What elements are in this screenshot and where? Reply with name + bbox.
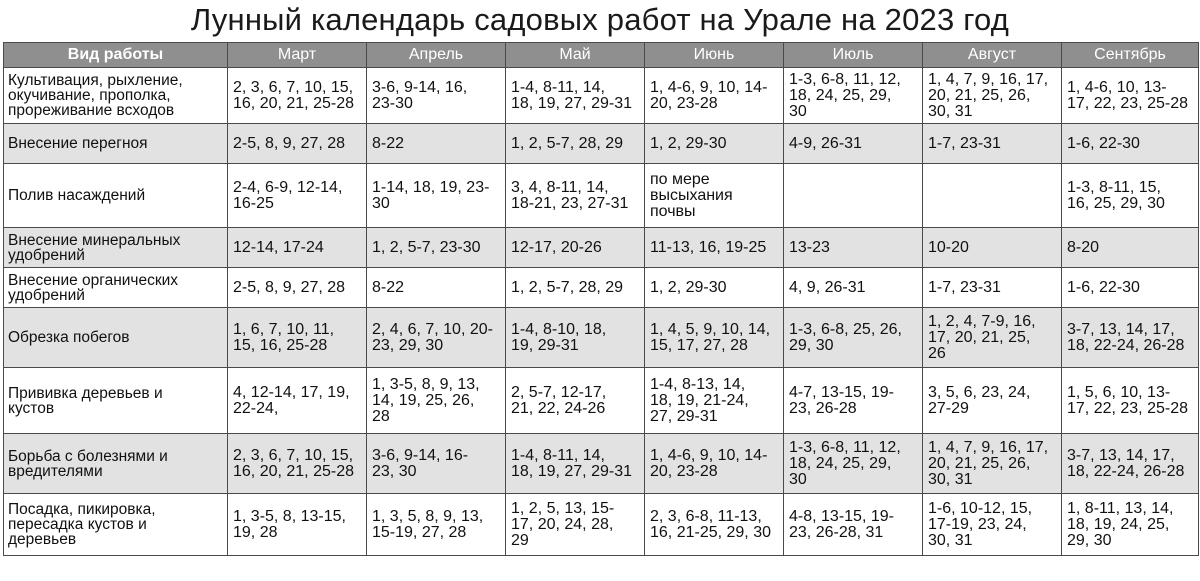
dates-cell-june — [645, 494, 784, 556]
dates-cell-july — [784, 68, 923, 124]
page-title: Лунный календарь садовых работ на Урале на 2023 год — [190, 2, 1010, 37]
dates-cell-september — [1062, 434, 1199, 494]
dates-text: 3-6, 9-14, 16, 23-30 — [372, 78, 468, 112]
table-row — [4, 164, 1199, 228]
dates-cell-july — [784, 368, 923, 434]
dates-text: 4, 9, 26-31 — [789, 278, 866, 296]
dates-text: 2-4, 6-9, 12-14, 16-25 — [233, 178, 343, 212]
dates-cell-september — [1062, 494, 1199, 556]
table-header — [4, 43, 1199, 68]
dates-cell-may — [506, 124, 645, 164]
dates-cell-may — [506, 228, 645, 268]
dates-cell-june — [645, 228, 784, 268]
dates-text: 1-14, 18, 19, 23- 30 — [372, 178, 490, 212]
table-row — [4, 368, 1199, 434]
dates-text: 2, 3, 6, 7, 10, 15, 16, 20, 21, 25-28 — [233, 78, 354, 112]
dates-cell-june — [645, 124, 784, 164]
dates-cell-may — [506, 308, 645, 368]
table-row — [4, 268, 1199, 308]
dates-text: 1, 3-5, 8, 13-15, 19, 28 — [233, 507, 346, 541]
dates-text: 1, 4, 7, 9, 16, 17, 20, 21, 25, 26, 30, 31 — [928, 70, 1049, 120]
dates-text: 13-23 — [789, 238, 830, 256]
dates-text: 1, 8-11, 13, 14, 18, 19, 24, 25, 29, 30 — [1067, 499, 1174, 549]
dates-cell-june — [645, 68, 784, 124]
dates-cell-april — [367, 164, 506, 228]
dates-text: 2, 3, 6-8, 11-13, 16, 21-25, 29, 30 — [650, 507, 771, 541]
dates-text: 11-13, 16, 19-25 — [650, 238, 767, 256]
dates-text: 1-3, 6-8, 11, 12, 18, 24, 25, 29, 30 — [789, 70, 901, 120]
dates-cell-september — [1062, 308, 1199, 368]
dates-cell-march — [228, 308, 367, 368]
dates-cell-june — [645, 368, 784, 434]
dates-cell-march — [228, 434, 367, 494]
dates-text: 2, 5-7, 12-17, 21, 22, 24-26 — [511, 383, 607, 417]
dates-cell-september — [1062, 268, 1199, 308]
dates-text: 2-5, 8, 9, 27, 28 — [233, 134, 346, 152]
dates-text: 8-22 — [372, 278, 405, 296]
dates-cell-april — [367, 434, 506, 494]
dates-cell-may — [506, 494, 645, 556]
dates-cell-march — [228, 164, 367, 228]
work-type-cell — [4, 368, 228, 434]
dates-cell-june — [645, 164, 784, 228]
dates-text: 4, 12-14, 17, 19, 22-24, — [233, 383, 350, 417]
work-type-label: Борьба с болезнями и вредителями — [8, 447, 168, 480]
dates-text: по мере высыхания почвы — [650, 170, 733, 220]
dates-cell-april — [367, 308, 506, 368]
dates-cell-august — [923, 368, 1062, 434]
dates-cell-may — [506, 268, 645, 308]
dates-cell-march — [228, 494, 367, 556]
dates-text: 1, 2, 5-7, 28, 29 — [511, 278, 624, 296]
work-type-label: Внесение органических удобрений — [8, 271, 179, 304]
dates-text: 1, 2, 5-7, 23-30 — [372, 238, 481, 256]
dates-cell-april — [367, 124, 506, 164]
header-month-march: Март — [228, 43, 367, 68]
dates-text: 1, 2, 29-30 — [650, 134, 727, 152]
dates-text: 1-4, 8-11, 14, 18, 19, 27, 29-31 — [511, 446, 632, 480]
dates-cell-august — [923, 434, 1062, 494]
work-type-cell — [4, 68, 228, 124]
dates-cell-august — [923, 164, 1062, 228]
dates-text: 1, 6, 7, 10, 11, 15, 16, 25-28 — [233, 320, 335, 354]
dates-text: 2, 4, 6, 7, 10, 20- 23, 29, 30 — [372, 320, 493, 354]
dates-cell-august — [923, 268, 1062, 308]
header-month-april: Апрель — [367, 43, 506, 68]
work-type-cell — [4, 494, 228, 556]
dates-text: 1-3, 8-11, 15, 16, 25, 29, 30 — [1067, 178, 1165, 212]
dates-text: 1, 2, 29-30 — [650, 278, 727, 296]
header-month-july: Июль — [784, 43, 923, 68]
header-work-type: Вид работы — [4, 43, 228, 68]
dates-cell-march — [228, 68, 367, 124]
dates-cell-june — [645, 268, 784, 308]
dates-text: 1, 4, 5, 9, 10, 14, 15, 17, 27, 28 — [650, 320, 771, 354]
dates-text: 1-4, 8-10, 18, 19, 29-31 — [511, 320, 607, 354]
dates-cell-july — [784, 228, 923, 268]
dates-text: 4-7, 13-15, 19- 23, 26-28 — [789, 383, 894, 417]
header-row — [4, 43, 1199, 68]
work-type-cell — [4, 124, 228, 164]
table-row — [4, 494, 1199, 556]
work-type-cell — [4, 308, 228, 368]
dates-cell-may — [506, 368, 645, 434]
dates-text: 1, 4-6, 10, 13- 17, 22, 23, 25-28 — [1067, 78, 1188, 112]
dates-cell-may — [506, 434, 645, 494]
work-type-label: Культивация, рыхление, окучивание, прополка, прореживание всходов — [8, 72, 183, 119]
table-row — [4, 124, 1199, 164]
dates-cell-april — [367, 494, 506, 556]
lunar-calendar-table — [3, 42, 1199, 556]
dates-text: 1, 4-6, 9, 10, 14- 20, 23-28 — [650, 78, 768, 112]
dates-text: 1-6, 10-12, 15, 17-19, 23, 24, 30, 31 — [928, 499, 1033, 549]
dates-cell-july — [784, 308, 923, 368]
dates-cell-september — [1062, 164, 1199, 228]
header-month-august: Август — [923, 43, 1062, 68]
dates-cell-july — [784, 434, 923, 494]
dates-cell-june — [645, 434, 784, 494]
table-body — [4, 68, 1199, 556]
dates-cell-september — [1062, 68, 1199, 124]
work-type-label: Обрезка побегов — [8, 329, 130, 346]
header-month-september: Сентябрь — [1062, 43, 1199, 68]
dates-text: 1-6, 22-30 — [1067, 278, 1140, 296]
dates-text: 1-3, 6-8, 25, 26, 29, 30 — [789, 320, 902, 354]
header-month-june: Июнь — [645, 43, 784, 68]
dates-text: 4-8, 13-15, 19- 23, 26-28, 31 — [789, 507, 894, 541]
dates-text: 1-4, 8-13, 14, 18, 19, 21-24, 27, 29-31 — [650, 375, 749, 425]
dates-cell-april — [367, 268, 506, 308]
dates-cell-july — [784, 164, 923, 228]
dates-text: 4-9, 26-31 — [789, 134, 862, 152]
dates-text: 3-7, 13, 14, 17, 18, 22-24, 26-28 — [1067, 446, 1185, 480]
dates-cell-august — [923, 494, 1062, 556]
dates-text: 3, 4, 8-11, 14, 18-21, 23, 27-31 — [511, 178, 629, 212]
dates-cell-august — [923, 124, 1062, 164]
dates-cell-september — [1062, 124, 1199, 164]
dates-text: 8-22 — [372, 134, 405, 152]
dates-text: 1, 5, 6, 10, 13- 17, 22, 23, 25-28 — [1067, 383, 1188, 417]
table-row — [4, 228, 1199, 268]
dates-text: 1-7, 23-31 — [928, 278, 1001, 296]
dates-cell-may — [506, 68, 645, 124]
dates-cell-march — [228, 268, 367, 308]
dates-text: 1, 3-5, 8, 9, 13, 14, 19, 25, 26, 28 — [372, 375, 480, 425]
dates-cell-september — [1062, 228, 1199, 268]
dates-text: 1-3, 6-8, 11, 12, 18, 24, 25, 29, 30 — [789, 438, 901, 488]
table-row — [4, 68, 1199, 124]
dates-text: 1-7, 23-31 — [928, 134, 1001, 152]
dates-text: 3, 5, 6, 23, 24, 27-29 — [928, 383, 1031, 417]
dates-cell-march — [228, 368, 367, 434]
dates-text: 2, 3, 6, 7, 10, 15, 16, 20, 21, 25-28 — [233, 446, 354, 480]
dates-text: 1, 3, 5, 8, 9, 13, 15-19, 27, 28 — [372, 507, 484, 541]
dates-cell-july — [784, 124, 923, 164]
dates-text: 1-6, 22-30 — [1067, 134, 1140, 152]
work-type-cell — [4, 434, 228, 494]
dates-cell-august — [923, 308, 1062, 368]
dates-cell-march — [228, 124, 367, 164]
dates-text: 10-20 — [928, 238, 969, 256]
work-type-label: Прививка деревьев и кустов — [8, 384, 163, 417]
work-type-label: Внесение перегноя — [8, 135, 148, 152]
work-type-cell — [4, 228, 228, 268]
work-type-label: Внесение минеральных удобрений — [8, 231, 181, 264]
dates-cell-april — [367, 228, 506, 268]
dates-cell-september — [1062, 368, 1199, 434]
dates-text: 1, 2, 5, 13, 15- 17, 20, 24, 28, 29 — [511, 499, 615, 549]
dates-cell-august — [923, 68, 1062, 124]
work-type-label: Посадка, пикировка, пересадка кустов и деревьев — [8, 501, 156, 548]
dates-cell-july — [784, 268, 923, 308]
dates-text: 1, 4-6, 9, 10, 14- 20, 23-28 — [650, 446, 768, 480]
header-month-may: Май — [506, 43, 645, 68]
dates-cell-april — [367, 368, 506, 434]
dates-text: 12-17, 20-26 — [511, 238, 602, 256]
table-row — [4, 434, 1199, 494]
dates-cell-may — [506, 164, 645, 228]
dates-text: 8-20 — [1067, 238, 1100, 256]
dates-cell-august — [923, 228, 1062, 268]
table-row — [4, 308, 1199, 368]
dates-text: 3-6, 9-14, 16- 23, 30 — [372, 446, 469, 480]
dates-text: 1-4, 8-11, 14, 18, 19, 27, 29-31 — [511, 78, 632, 112]
dates-cell-march — [228, 228, 367, 268]
dates-text: 1, 4, 7, 9, 16, 17, 20, 21, 25, 26, 30, 31 — [928, 438, 1049, 488]
dates-cell-june — [645, 308, 784, 368]
dates-text: 1, 2, 5-7, 28, 29 — [511, 134, 624, 152]
work-type-label: Полив насаждений — [8, 187, 146, 204]
dates-text: 2-5, 8, 9, 27, 28 — [233, 278, 346, 296]
dates-cell-july — [784, 494, 923, 556]
work-type-cell — [4, 164, 228, 228]
dates-text: 12-14, 17-24 — [233, 238, 324, 256]
dates-cell-april — [367, 68, 506, 124]
dates-text: 1, 2, 4, 7-9, 16, 17, 20, 21, 25, 26 — [928, 312, 1036, 362]
work-type-cell — [4, 268, 228, 308]
dates-text: 3-7, 13, 14, 17, 18, 22-24, 26-28 — [1067, 320, 1185, 354]
